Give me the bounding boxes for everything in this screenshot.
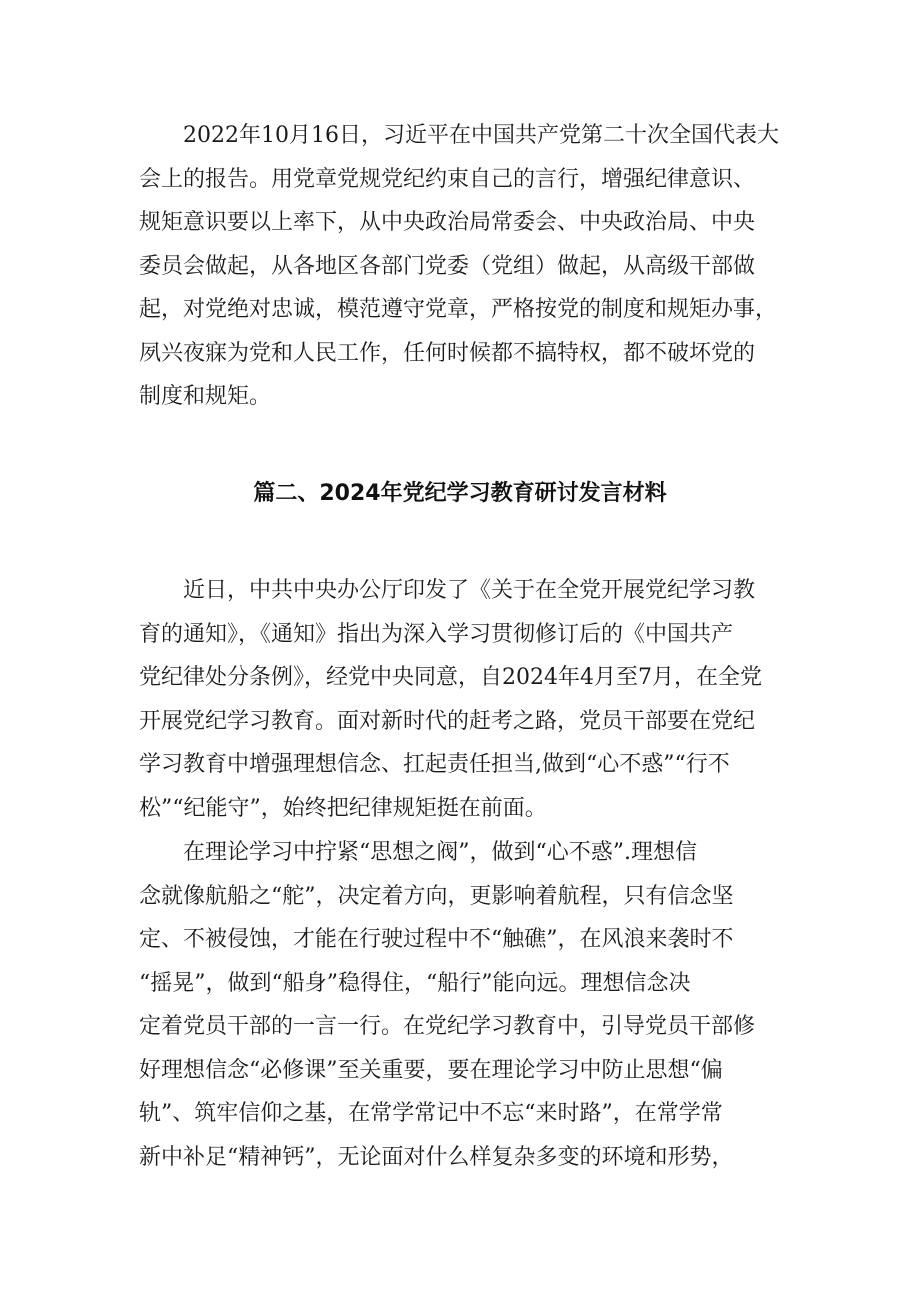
paragraph-report-quote [139,114,787,419]
text-line: 起，对党绝对忠诚，模范遵守党章，严格按党的制度和规矩办事， [139,297,778,322]
text-line: 近日，中共中央办公厅印发了《关于在全党开展党纪学习教 [183,578,756,603]
text-line: 松”“纪能守”，始终把纪律规矩挺在前面。 [139,795,547,821]
text-line: 定、不被侵蚀，才能在行驶过程中不“触礁”，在风浪来袭时不 [139,927,734,952]
text-line: 夙兴夜寐为党和人民工作，任何时候都不搞特权，都不破坏党的 [139,340,756,366]
paragraph-theory-study [139,831,787,1179]
paragraph-intro [139,569,787,830]
text-line: 念就像航船之“舵”，决定着方向，更影响着航程，只有信念坚 [139,883,734,909]
text-line: 党纪律处分条例》，经党中央同意，自2024年4月至7月，在全党 [139,665,762,690]
text-line: 规矩意识要以上率下，从中央政治局常委会、中央政治局、中央 [139,210,756,235]
text-line: “摇晃”，做到“船身”稳得住，“船行”能向远。理想信念决 [139,970,691,996]
text-line: 学习教育中增强理想信念、扛起责任担当,做到“心不惑”“行不 [139,752,730,777]
text-line: 制度和规矩。 [139,384,272,409]
section-heading: 篇二、2024年党纪学习教育研讨发言材料 [253,481,667,506]
text-line: 会上的报告。用党章党规党纪约束自己的言行，增强纪律意识、 [139,166,756,192]
text-line: 轨”、筑牢信仰之基，在常学常记中不忘“来时路”，在常学常 [139,1101,723,1126]
text-line: 开展党纪学习教育。面对新时代的赶考之路，党员干部要在党纪 [139,708,756,734]
text-line: 定着党员干部的一言一行。在党纪学习教育中，引导党员干部修 [139,1014,756,1039]
text-line: 2022年10月16日，习近平在中国共产党第二十次全国代表大 [183,123,779,148]
text-line: 新中补足“精神钙”，无论面对什么样复杂多变的环境和形势， [139,1144,734,1170]
text-line: 好理想信念“必修课”至关重要，要在理论学习中防止思想“偏 [139,1057,723,1083]
text-line: 委员会做起，从各地区各部门党委（党组）做起，从高级干部做 [139,253,756,279]
text-line: 育的通知》，《通知》指出为深入学习贯彻修订后的《中国共产 [139,621,734,647]
text-line: 在理论学习中拧紧“思想之阀”，做到“心不惑”.理想信 [183,840,697,865]
